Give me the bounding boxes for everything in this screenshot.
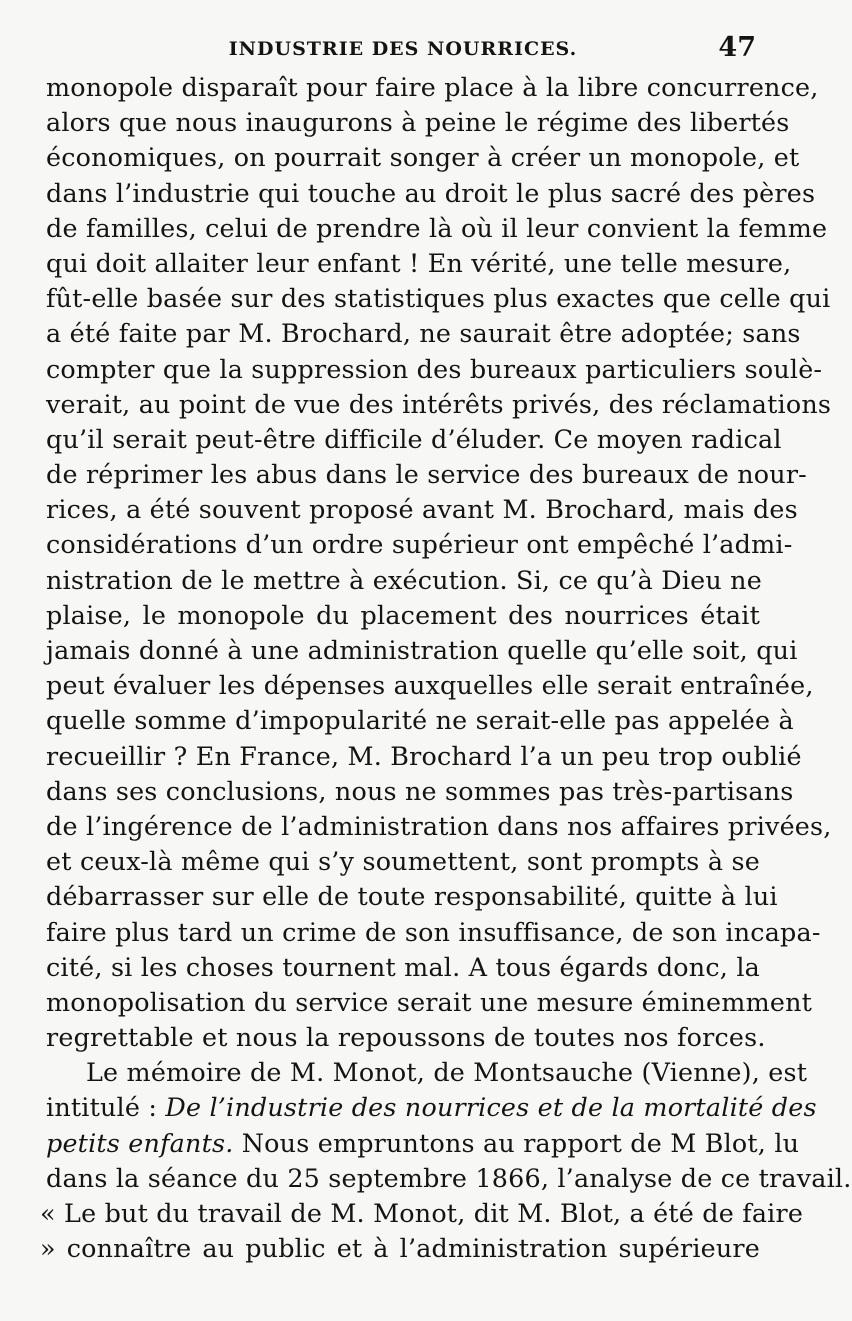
body-text (40, 70, 852, 1266)
paragraph-1 (46, 70, 832, 1055)
text-line: qui doit allaiter leur enfant ! En vérité, une telle mesure, (46, 247, 792, 278)
text-line: faire plus tard un crime de son insuffisance, de son incapa- (46, 916, 821, 947)
text-line: dans ses conclusions, nous ne sommes pas très-partisans (46, 775, 794, 806)
text-line: économiques, on pourrait songer à créer un monopole, et (46, 142, 800, 173)
text-line: rices, a été souvent proposé avant M. Brochard, mais des (46, 494, 798, 525)
text-line: monopole disparaît pour faire place à la libre concurrence, (46, 72, 819, 102)
text-line: Le mémoire de M. Monot, de Montsauche (Vienne), est (86, 1057, 808, 1088)
text-line: monopolisation du service serait une mesure éminemment (46, 986, 813, 1017)
text-line: débarrasser sur elle de toute responsabilité, quitte à lui (46, 881, 778, 912)
text-line: peut évaluer les dépenses auxquelles elle serait entraînée, (46, 670, 814, 701)
text-line: nistration de le mettre à exécution. Si, ce qu’à Dieu ne (46, 564, 762, 595)
text-line: « Le but du travail de M. Monot, dit M. Blot, a été de faire (40, 1198, 804, 1228)
running-head (46, 30, 760, 70)
text-line: dans l’industrie qui touche au droit le plus sacré des pères (46, 177, 816, 208)
text-line: de l’ingérence de l’administration dans nos affaires privées, (46, 810, 832, 841)
text-line: cité, si les choses tournent mal. A tous égards donc, la (46, 951, 760, 982)
text-line: regrettable et nous la repoussons de toutes nos forces. (46, 1022, 766, 1053)
running-title: INDUSTRIE DES NOURRICES. (228, 38, 578, 60)
page-number: 47 (718, 32, 756, 63)
text-run: intitulé : (46, 1092, 166, 1123)
text-line: dans la séance du 25 septembre 1866, l’analyse de ce travail. (46, 1162, 852, 1193)
text-line: alors que nous inaugurons à peine le régime des libertés (46, 107, 790, 138)
text-line (46, 1126, 800, 1161)
text-line: qu’il serait peut-être difficile d’éluder. Ce moyen radical (46, 423, 782, 454)
text-line: a été faite par M. Brochard, ne saurait être adoptée; sans (46, 318, 801, 349)
text-line: et ceux-là même qui s’y soumettent, sont prompts à se (46, 846, 760, 877)
text-line: considérations d’un ordre supérieur ont empêché l’admi- (46, 529, 793, 560)
text-line: plaise, le monopole du placement des nourrices était (46, 599, 760, 630)
text-line: jamais donné à une administration quelle qu’elle soit, qui (46, 635, 798, 665)
text-run: Nous empruntons au rapport de M Blot, lu (233, 1127, 800, 1158)
text-line: recueillir ? En France, M. Brochard l’a un peu trop oublié (46, 740, 802, 771)
italic-title: petits enfants. (46, 1127, 234, 1158)
text-line: verait, au point de vue des intérêts privés, des réclamations (46, 388, 832, 419)
paragraph-2 (40, 1055, 852, 1266)
text-line: quelle somme d’impopularité ne serait-elle pas appelée à (46, 705, 794, 736)
text-line: de familles, celui de prendre là où il leur convient la femme (46, 212, 828, 243)
text-line: de réprimer les abus dans le service des bureaux de nour- (46, 459, 807, 490)
italic-title: De l’industrie des nourrices et de la mortalité des (165, 1092, 817, 1123)
text-line: compter que la suppression des bureaux particuliers soulè- (46, 353, 823, 384)
text-line: fût-elle basée sur des statistiques plus exactes que celle qui (46, 283, 831, 314)
text-line: » connaître au public et à l’administration supérieure (40, 1233, 760, 1264)
text-line (46, 1090, 817, 1125)
